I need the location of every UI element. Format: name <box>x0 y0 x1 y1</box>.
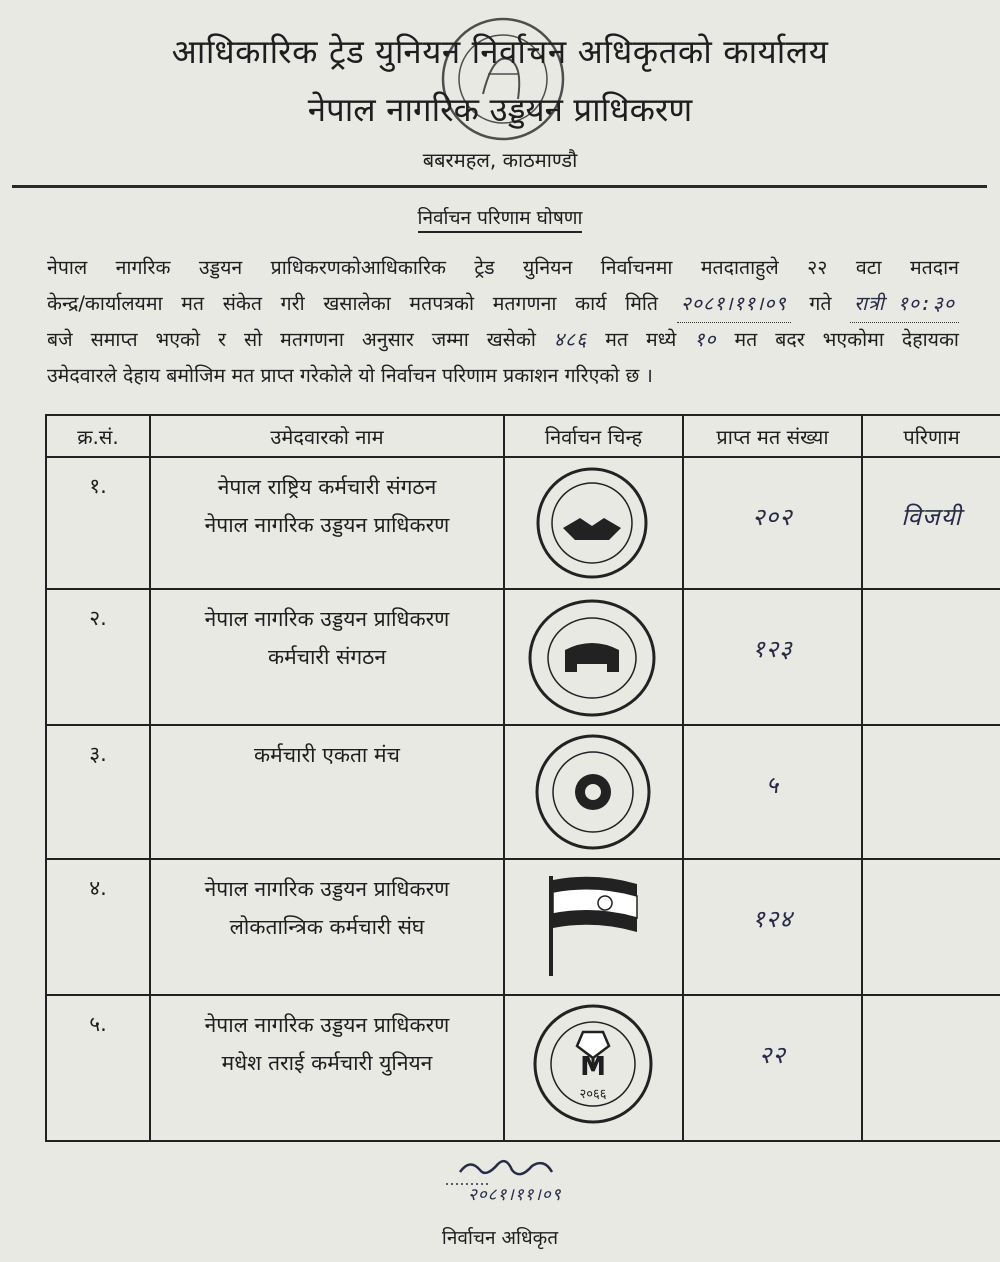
notice-paragraph <box>47 250 959 394</box>
table-row: १. नेपाल राष्ट्रिय कर्मचारी संगठन नेपाल नागरिक उड्डयन प्राधिकरण २०२ विजयी <box>46 457 1000 589</box>
table-row: ३. कर्मचारी एकता मंच ५ <box>46 725 1000 859</box>
table-row: ५. नेपाल नागरिक उड्डयन प्राधिकरण मधेश तराई कर्मचारी युनियन M २०६६ २२ <box>46 995 1000 1141</box>
notice-line-1: नेपाल नागरिक उड्डयन प्राधिकरणकोआधिकारिक ट्रेड युनियन निर्वाचनमा मतदाताहुले २२ वटा मतदान <box>47 256 959 279</box>
address: बबरमहल, काठमाण्डौ <box>422 148 578 172</box>
header-divider <box>12 185 987 188</box>
results-table <box>45 414 1000 1142</box>
table-row: २. नेपाल नागरिक उड्डयन प्राधिकरण कर्मचारी संगठन १२३ <box>46 589 1000 725</box>
table-header-row <box>46 415 1000 457</box>
emblem-year: २०६६ <box>579 1087 607 1102</box>
flag-emblem-icon <box>545 870 645 980</box>
notice-line-2: केन्द्र/कार्यालयमा मत संकेत गरी खसालेका मतपत्रको मतगणना कार्य मिति २०८१।११।०९ गते रात्री १०:३० <box>47 286 959 322</box>
office-heading: आधिकारिक ट्रेड युनियन निर्वाचन अधिकृतको कार्यालय <box>171 32 829 71</box>
table-row: ४. नेपाल नागरिक उड्डयन प्राधिकरण लोकतान्त्रिक कर्मचारी संघ १२४ <box>46 859 1000 995</box>
unity-forum-emblem-icon <box>533 732 653 852</box>
handshake-emblem-icon <box>535 466 649 580</box>
notice-title: निर्वाचन परिणाम घोषणा <box>0 204 1000 230</box>
header-result: परिणाम <box>862 415 1000 457</box>
header-votes: प्राप्त मत संख्या <box>683 415 862 457</box>
signature-date: २०८१।११।०९ <box>468 1185 562 1205</box>
authority-heading: नेपाल नागरिक उड्डयन प्राधिकरण <box>307 90 693 129</box>
count-date: २०८१।११।०९ <box>677 286 791 323</box>
header-serial: क्र.सं. <box>46 415 150 457</box>
elephant-emblem-icon <box>527 598 657 718</box>
election-officer-label: निर्वाचन अधिकृत <box>441 1227 559 1249</box>
winner-mark: विजयी <box>901 503 962 531</box>
header-symbol: निर्वाचन चिन्ह <box>504 415 683 457</box>
notice-line-3: बजे समाप्त भएको र सो मतगणना अनुसार जम्मा खसेको ४८६ मत मध्ये १० मत बदर भएकोमा देहायका <box>47 328 959 351</box>
invalid-votes: १० <box>694 328 717 351</box>
emblem-letter: M <box>580 1052 606 1082</box>
count-time: रात्री १०:३० <box>850 286 959 323</box>
notice-line-4: उमेदवारले देहाय बमोजिम मत प्राप्त गरेकोले यो निर्वाचन परिणाम प्रकाशन गरिएको छ । <box>47 364 653 387</box>
header-candidate: उमेदवारको नाम <box>150 415 504 457</box>
total-votes: ४८६ <box>553 328 588 351</box>
